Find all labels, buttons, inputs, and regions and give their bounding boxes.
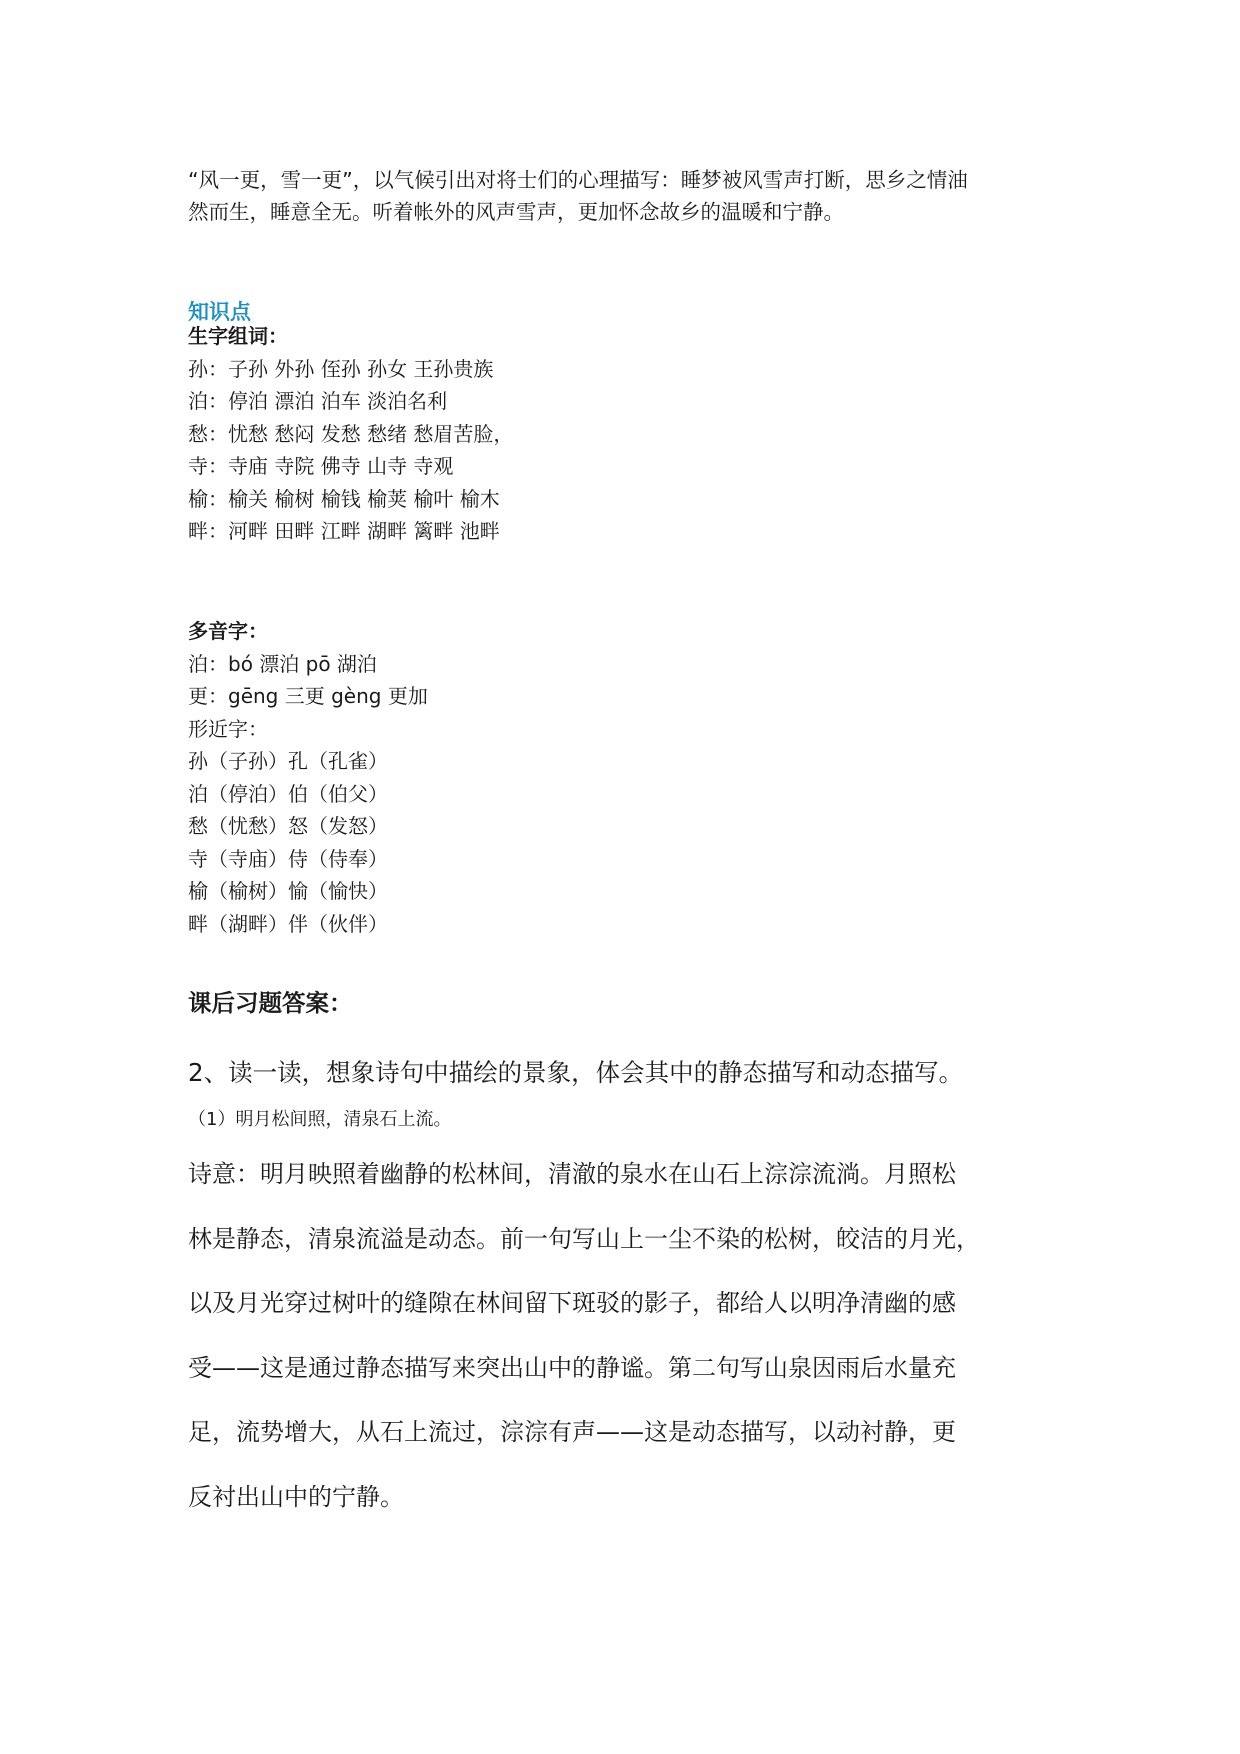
answer-line: 林是静态，清泉流溢是动态。前一句写山上一尘不染的松树，皎洁的月光， — [188, 1224, 980, 1253]
intro-line: “风一更，雪一更”，以气候引出对将士们的心理描写：睡梦被风雪声打断，思乡之情油 — [188, 168, 968, 192]
question-2-subitem: （1）明月松间照，清泉石上流。 — [188, 1109, 452, 1130]
similar-line: 畔（湖畔）伴（伙伴） — [188, 911, 388, 936]
polyphone-line: 泊：bó 漂泊 pō 湖泊 — [188, 651, 377, 676]
similar-line: 榆（榆树）愉（愉快） — [188, 879, 388, 903]
intro-line: 然而生，睡意全无。听着帐外的风声雪声，更加怀念故乡的温暖和宁静。 — [188, 200, 844, 224]
answer-line: 足，流势增大，从石上流过，淙淙有声——这是动态描写，以动衬静，更 — [188, 1418, 956, 1446]
vocab-line: 孙：子孙 外孙 侄孙 孙女 王孙贵族 — [188, 356, 494, 381]
answer-line: 受——这是通过静态描写来突出山中的静谧。第二句写山泉因雨后水量充 — [188, 1353, 956, 1382]
vocab-line: 寺：寺庙 寺院 佛寺 山寺 寺观 — [188, 454, 454, 478]
polyphone-heading: 多音字： — [188, 619, 268, 643]
similar-line: 愁（忧愁）怒（发怒） — [188, 814, 388, 838]
similar-line: 泊（停泊）伯（伯父） — [188, 781, 388, 806]
polyphone-line: 更：gēng 三更 gèng 更加 — [188, 684, 428, 708]
similar-heading: 形近字： — [188, 716, 268, 741]
polyphone-block — [188, 615, 428, 940]
vocab-line: 榆：榆关 榆树 榆钱 榆荚 榆叶 榆木 — [188, 486, 500, 511]
vocab-heading: 生字组词： — [188, 324, 288, 348]
answer-line: 诗意：明月映照着幽静的松林间，清澈的泉水在山石上淙淙流淌。月照松 — [188, 1160, 956, 1188]
vocab-line: 畔：河畔 田畔 江畔 湖畔 篱畔 池畔 — [188, 519, 500, 543]
similar-line: 孙（子孙）孔（孔雀） — [188, 749, 388, 773]
intro-paragraph — [188, 164, 1068, 228]
answer-paragraph — [188, 1142, 1068, 1529]
similar-line: 寺（寺庙）侍（侍奉） — [188, 846, 388, 871]
vocab-line: 愁：忧愁 愁闷 发愁 愁绪 愁眉苦脸， — [188, 421, 514, 446]
knowledge-section-title: 知识点 — [188, 300, 251, 324]
question-2: 2、读一读，想象诗句中描绘的景象，体会其中的静态描写和动态描写。 — [188, 1058, 964, 1087]
answer-line: 以及月光穿过树叶的缝隙在林间留下斑驳的影子，都给人以明净清幽的感 — [188, 1289, 956, 1317]
exercises-title: 课后习题答案： — [188, 989, 353, 1017]
answer-line: 反衬出山中的宁静。 — [188, 1482, 404, 1511]
vocab-line: 泊：停泊 漂泊 泊车 淡泊名利 — [188, 389, 448, 413]
vocab-block — [188, 320, 513, 548]
